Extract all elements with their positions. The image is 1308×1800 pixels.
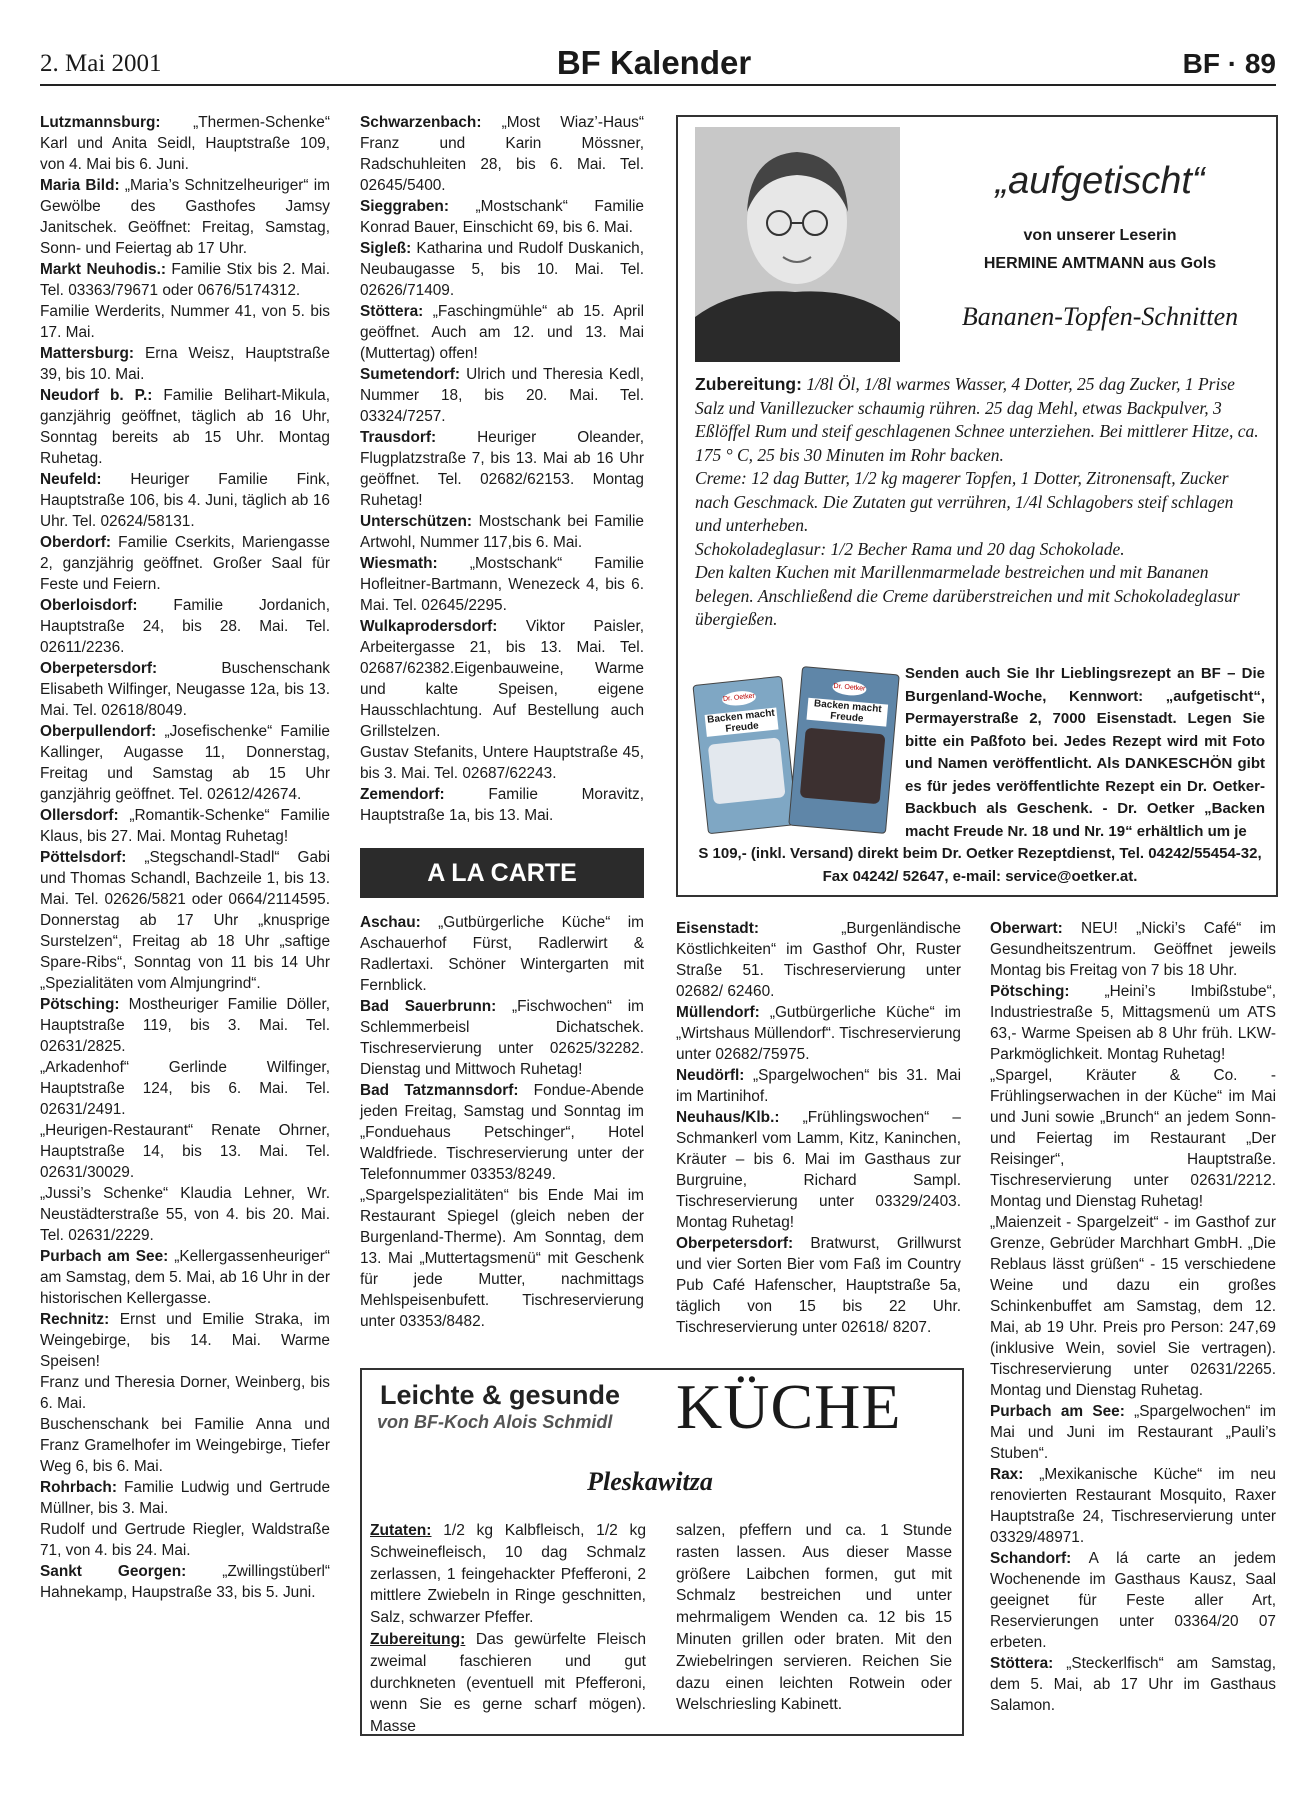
book-2-title: Backen macht Freude — [807, 698, 889, 727]
book-1-title: Backen macht Freude — [705, 707, 779, 736]
reader-from: von unserer Leserin — [1023, 227, 1177, 244]
listing-text: Bratwurst, Grillwurst und vier Sorten Bier vom Faß im Country Pub Café Hafenscher, Hauptstraße 5a, täglich von 15 bis 22 Uhr. Tischreservierung unter 02618/ 8207. — [676, 1235, 961, 1336]
listing-entry — [40, 1477, 330, 1519]
listing-entry — [40, 1372, 330, 1414]
listing-text: A lá carte an jedem Wochenende im Gasthaus Kausz, Saal geeignet für Feste aller Art, Reservierungen unter 03364/20 07 erbeten. — [990, 1550, 1276, 1651]
listing-text: „Maria’s Schnitzelheuriger“ im Gewölbe des Gasthofes Jamsy Janitschek. Geöffnet: Freitag, Samstag, Sonn- und Feiertag ab 17 Uhr. — [40, 177, 330, 257]
alacarte-column-2 — [676, 918, 961, 1338]
listing-text: Familie Jordanich, Hauptstraße 24, bis 28. Mai. Tel. 02611/2236. — [40, 597, 330, 656]
alacarte-column-3 — [990, 918, 1276, 1716]
alacarte-heading: A LA CARTE — [360, 848, 644, 898]
listing-place: Neuhaus/Klb.: — [676, 1109, 780, 1126]
kueche-dish: Pleskawitza — [587, 1467, 713, 1496]
listing-place: Oberdorf: — [40, 534, 111, 551]
kueche-left-text — [370, 1520, 646, 1738]
listing-entry — [40, 1057, 330, 1120]
listing-place: Lutzmannsburg: — [40, 114, 161, 131]
listing-place: Stöttera: — [990, 1655, 1054, 1672]
listing-place: Maria Bild: — [40, 177, 120, 194]
listing-entry — [40, 1309, 330, 1372]
listing-place: Eisenstadt: — [676, 920, 759, 937]
kueche-prep — [370, 1629, 646, 1738]
listing-entry — [40, 469, 330, 532]
oetker-logo-1: Dr. Oetker — [721, 690, 756, 707]
listing-place: Purbach am See: — [990, 1403, 1125, 1420]
listing-entry — [40, 343, 330, 385]
listing-place: Pötsching: — [40, 996, 120, 1013]
listing-place: Bad Sauerbrunn: — [360, 998, 497, 1015]
listing-column-2 — [360, 112, 644, 826]
listing-text: „Heini’s Imbißstube“, Industriestraße 5, Mittagsmenü um ATS 63,- Warme Speisen ab 8 Uhr früh. LKW-Parkmöglichkeit. Montag Ruhetag! — [990, 983, 1276, 1063]
listing-text: Katharina und Rudolf Duskanich, Neubaugasse 5, bis 10. Mai. Tel. 02626/71409. — [360, 240, 644, 299]
listing-entry — [360, 742, 644, 784]
recipe-dish: Bananen-Topfen-Schnitten — [961, 302, 1239, 331]
listing-place: Rax: — [990, 1466, 1024, 1483]
listing-entry — [40, 1183, 330, 1246]
backbook-1 — [692, 676, 797, 835]
listing-text: „Romantik-Schenke“ Familie Klaus, bis 27. Mai. Montag Ruhetag! — [40, 807, 330, 845]
listing-entry — [40, 1120, 330, 1183]
listing-text: „Spargelwochen“ im Mai und Juni im Restaurant „Pauli’s Stuben“. — [990, 1403, 1276, 1462]
recipe-submission-contact: S 109,- (inkl. Versand) direkt beim Dr. Oetker Rezeptdienst, Tel. 04242/55454-32, Fax 04242/ 52647, e-mail: service@oetker.at. — [698, 845, 1262, 885]
oetker-logo-2: Dr. Oetker — [832, 680, 867, 697]
listing-text: „Mostschank“ Familie Hofleitner-Bartmann, Wenezeck 4, bis 6. Mai. Tel. 02645/2295. — [360, 555, 644, 614]
listing-text: „Spargelwochen“ bis 31. Mai im Martinihof. — [676, 1067, 961, 1105]
listing-text: „Jussi’s Schenke“ Klaudia Lehner, Wr. Neustädterstraße 55, von 4. bis 20. Mai. Tel. 02631/2229. — [40, 1185, 330, 1244]
recipe-cream: Creme: 12 dag Butter, 1/2 kg magerer Topfen, 1 Dotter, Zitronensaft, Zucker nach Geschmack. Die Zutaten gut verrühren, 1/4l Schlagobers steif schlagen und unterheben. — [695, 468, 1234, 535]
listing-entry — [40, 658, 330, 721]
listing-text: Familie Stix bis 2. Mai. Tel. 03363/79671 oder 0676/5174312. — [40, 261, 330, 299]
listing-text: „Thermen-Schenke“ Karl und Anita Seidl, Hauptstraße 109, von 4. Mai bis 6. Juni. — [40, 114, 330, 173]
kueche-author: von BF-Koch Alois Schmidl — [377, 1412, 613, 1432]
listing-entry — [360, 427, 644, 511]
reader-credit — [930, 222, 1270, 278]
listing-place: Wulkaprodersdorf: — [360, 618, 498, 635]
listing-entry — [360, 1185, 644, 1332]
listing-entry — [360, 238, 644, 301]
listing-place: Aschau: — [360, 914, 421, 931]
listing-text: „Fischwochen“ im Schlemmerbeisl Dichatschek. Tischreservierung unter 02625/32282. Dienstag und Mittwoch Ruhetag! — [360, 998, 644, 1078]
listing-entry — [40, 1246, 330, 1309]
listing-place: Bad Tatzmannsdorf: — [360, 1082, 519, 1099]
listing-text: Franz und Theresia Dorner, Weinberg, bis 6. Mai. — [40, 1374, 330, 1412]
listing-text: Ulrich und Theresia Kedl, Nummer 18, bis 20. Mai. Tel. 03324/7257. — [360, 366, 644, 425]
listing-text: „Gutbürgerliche Küche“ im Aschauerhof Fürst, Radlerwirt & Radlertaxi. Schöner Wintergarten mit Fernblick. — [360, 914, 644, 994]
listing-entry — [360, 364, 644, 427]
listing-entry — [360, 784, 644, 826]
listing-text: „Zwillingstüberl“ Hahnekamp, Haupstraße 33, bis 5. Juni. — [40, 1563, 330, 1601]
listing-entry — [40, 301, 330, 343]
listing-entry — [40, 1561, 330, 1603]
listing-text: Familie Belihart-Mikula, ganzjährig geöffnet, täglich ab 16 Uhr, Sonntag bereits ab 15 Uhr. Montag Ruhetag. — [40, 387, 330, 467]
kueche-ingredients — [370, 1520, 646, 1629]
listing-entry — [40, 532, 330, 595]
recipe-finish: Den kalten Kuchen mit Marillenmarmelade bestreichen und mit Bananen belegen. Anschließend die Creme darüberstreichen und mit Schokoladeglasur übergießen. — [695, 562, 1240, 629]
kueche-prep-text: Das gewürfelte Fleisch zweimal faschieren und gut durchkneten (eventuell mit Pfefferoni, wenn Sie es gerne scharf mögen). Masse — [370, 1630, 646, 1736]
listing-place: Trausdorf: — [360, 429, 437, 446]
listing-text: „Most Wiaz’-Haus“ Franz und Karin Mössner, Radschuhleiten 28, bis 6. Mai. Tel. 02645/5400. — [360, 114, 644, 194]
listing-entry — [360, 1080, 644, 1185]
listing-text: „Mexikanische Küche“ im neu renovierten Restaurant Mosquito, Raxer Hauptstraße 24, Tischreservierung unter 03329/48971. — [990, 1466, 1276, 1546]
listing-text: Heuriger Familie Fink, Hauptstraße 106, bis 4. Juni, täglich ab 16 Uhr. Tel. 02624/58131. — [40, 471, 330, 530]
recipe-submission-info: Senden auch Sie Ihr Lieblingsrezept an BF – Die Burgenland-Woche, Kennwort: „aufgetischt“, Permayerstraße 2, 7000 Eisenstadt. Legen Sie bitte ein Paßfoto bei. Jedes Rezept wird mit Foto und Namen veröffentlicht. Als DANKESCHÖN gibt es für jedes veröffentlichte Rezept ein Dr. Oetker-Backbuch als Geschenk. - Dr. Oetker „Backen macht Freude Nr. 18 und Nr. 19“ erhältlich um je — [905, 665, 1265, 840]
reader-photo — [695, 127, 900, 362]
listing-place: Purbach am See: — [40, 1248, 169, 1265]
backbook-2 — [788, 666, 900, 834]
listing-text: Mostheuriger Familie Döller, Hauptstraße 119, bis 3. Mai. Tel. 02631/2825. — [40, 996, 330, 1055]
listing-entry — [990, 1548, 1276, 1653]
listing-entry — [990, 1212, 1276, 1401]
reader-name: HERMINE AMTMANN aus Gols — [983, 255, 1217, 272]
listing-entry — [360, 553, 644, 616]
header-rule — [40, 84, 1276, 86]
listing-text: „Kellergassenheuriger“ am Samstag, dem 5. Mai, ab 16 Uhr in der historischen Kellergasse. — [40, 1248, 330, 1307]
listing-entry — [40, 847, 330, 994]
listing-place: Zemendorf: — [360, 786, 445, 803]
issue-date: 2. Mai 2001 — [40, 50, 162, 77]
listing-place: Markt Neuhodis.: — [40, 261, 166, 278]
listing-place: Oberpetersdorf: — [676, 1235, 794, 1252]
cake-image-1 — [708, 737, 786, 804]
listing-entry — [40, 805, 330, 847]
kueche-prep-label: Zubereitung: — [370, 1630, 466, 1648]
listing-place: Sankt Georgen: — [40, 1563, 187, 1580]
listing-entry — [676, 918, 961, 1002]
listing-text: „Gutbürgerliche Küche“ im „Wirtshaus Müllendorf“. Tischreservierung unter 02682/75975. — [676, 1004, 961, 1063]
recipe-prep — [695, 373, 1260, 467]
listing-text: Gustav Stefanits, Untere Hauptstraße 45, bis 3. Mai. Tel. 02687/62243. — [360, 744, 644, 782]
listing-entry — [990, 1065, 1276, 1212]
listing-text: Erna Weisz, Hauptstraße 39, bis 10. Mai. — [40, 345, 330, 383]
listing-place: Wiesmath: — [360, 555, 438, 572]
listing-text: Familie Cserkits, Mariengasse 2, ganzjährig geöffnet. Großer Saal für Feste und Feiern. — [40, 534, 330, 593]
listing-place: Stöttera: — [360, 303, 424, 320]
kueche-right-text: salzen, pfeffern und ca. 1 Stunde rasten lassen. Aus dieser Masse größere Laibchen formen, gut mit Schmalz bestreichen und unter mehrmaligem Wenden ca. 12 bis 15 Minuten grillen oder braten. Mit den Zwiebelringen servieren. Reichen Sie dazu einen leichten Rotwein oder Welschriesling Kabinett. — [676, 1522, 952, 1714]
listing-place: Ollersdorf: — [40, 807, 119, 824]
listing-place: Schwarzenbach: — [360, 114, 482, 131]
listing-entry — [990, 1653, 1276, 1716]
listing-text: „Stegschandl-Stadl“ Gabi und Thomas Schandl, Bachzeile 1, bis 13. Mai. Tel. 02626/5821 oder 0664/2114595. Donnerstag ab 17 Uhr „knusprige Surstelzen“, Freitag ab 18 Uhr „saftige Spare-Ribs“, Sonntag von 11 bis 14 Uhr „Spezialitäten vom Almjungrind“. — [40, 849, 330, 992]
listing-place: Müllendorf: — [676, 1004, 760, 1021]
listing-place: Sigleß: — [360, 240, 412, 257]
listing-entry — [40, 259, 330, 301]
listing-entry — [40, 994, 330, 1057]
listing-text: „Frühlingswochen“ – Schmankerl vom Lamm, Kitz, Kaninchen, Kräuter – bis 6. Mai im Gasthaus zur Burgruine, Richard Sampl. Tischreservierung unter 03329/2403. Montag Ruhetag! — [676, 1109, 961, 1231]
kueche-title-big: KÜCHE — [676, 1371, 902, 1442]
alacarte-column-1 — [360, 912, 644, 1332]
listing-text: Buschenschank bei Familie Anna und Franz Gramelhofer im Weingebirge, Tiefer Weg 6, bis 6. Mai. — [40, 1416, 330, 1475]
listing-entry — [676, 1002, 961, 1065]
recipe-prep-label: Zubereitung: — [695, 374, 802, 394]
recipe-prep-text: 1/8l Öl, 1/8l warmes Wasser, 4 Dotter, 25 dag Zucker, 1 Prise Salz und Vanillezucker schaumig rühren. 25 dag Mehl, etwas Backpulver, 3 Eßlöffel Rum und steif geschlagenen Schnee unterziehen. Bei mittlerer Hitze, ca. 175 ° C, 25 bis 30 Minuten im Rohr backen. — [695, 374, 1259, 465]
listing-text: Mostschank bei Familie Artwohl, Nummer 117,bis 6. Mai. — [360, 513, 644, 551]
listing-entry — [990, 981, 1276, 1065]
listing-text: „Burgenländische Köstlichkeiten“ im Gasthof Ohr, Ruster Straße 51. Tischreservierung unter 02682/ 62460. — [676, 920, 961, 1000]
listing-column-1 — [40, 112, 330, 1603]
recipe-body — [695, 373, 1260, 632]
listing-entry — [360, 996, 644, 1080]
listing-entry — [360, 196, 644, 238]
listing-place: Rechnitz: — [40, 1311, 110, 1328]
listing-entry — [360, 511, 644, 553]
listing-text: „Heurigen-Restaurant“ Renate Ohrner, Hauptstraße 14, bis 13. Mai. Tel. 02631/30029. — [40, 1122, 330, 1181]
section-title: BF Kalender — [556, 44, 752, 81]
listing-place: Oberloisdorf: — [40, 597, 138, 614]
listing-text: „Arkadenhof“ Gerlinde Wilfinger, Hauptstraße 124, bis 6. Mai. Tel. 02631/2491. — [40, 1059, 330, 1118]
listing-place: Schandorf: — [990, 1550, 1072, 1567]
listing-entry — [40, 385, 330, 469]
listing-place: Sumetendorf: — [360, 366, 461, 383]
listing-place: Mattersburg: — [40, 345, 135, 362]
listing-text: „Faschingmühle“ ab 15. April geöffnet. Auch am 12. und 13. Mai (Muttertag) offen! — [360, 303, 644, 362]
listing-place: Oberpetersdorf: — [40, 660, 158, 677]
listing-entry — [676, 1107, 961, 1233]
listing-text: Rudolf und Gertrude Riegler, Waldstraße 71, von 4. bis 24. Mai. — [40, 1521, 330, 1559]
listing-entry — [990, 1401, 1276, 1464]
listing-place: Neudorf b. P.: — [40, 387, 153, 404]
listing-text: NEU! „Nicki’s Café“ im Gesundheitszentrum. Geöffnet jeweils Montag bis Freitag von 7 bis 18 Uhr. — [990, 920, 1276, 979]
listing-place: Unterschützen: — [360, 513, 473, 530]
listing-text: Familie Ludwig und Gertrude Müllner, bis 3. Mai. — [40, 1479, 330, 1517]
listing-place: Neufeld: — [40, 471, 102, 488]
listing-text: „Mostschank“ Familie Konrad Bauer, Einschicht 69, bis 6. Mai. — [360, 198, 644, 236]
listing-text: Fondue-Abende jeden Freitag, Samstag und Sonntag im „Fonduehaus Petschinger“, Hotel Waldfriede. Tischreservierung unter der Telefonnummer 03353/8249. — [360, 1082, 644, 1183]
listing-entry — [40, 112, 330, 175]
listing-place: Rohrbach: — [40, 1479, 117, 1496]
kueche-ing-text: 1/2 kg Kalbfleisch, 1/2 kg Schweinefleisch, 10 dag Schmalz zerlassen, 1 feingehackter Pfefferoni, 2 mittlere Zwiebeln in Ringe geschnitten, Salz, schwarzer Pfeffer. — [370, 1522, 646, 1627]
listing-entry — [360, 112, 644, 196]
listing-place: Sieggraben: — [360, 198, 449, 215]
listing-place: Pötsching: — [990, 983, 1070, 1000]
kueche-ing-label: Zutaten: — [370, 1522, 432, 1539]
listing-text: Viktor Paisler, Arbeitergasse 21, bis 13. Mai. Tel. 02687/62382.Eigenbauweine, Warme und kalte Speisen, eigene Hausschlachtung. Auf Bestellung auch Grillstelzen. — [360, 618, 644, 740]
listing-entry — [990, 918, 1276, 981]
listing-text: „Josefischenke“ Familie Kallinger, Augasse 11, Donnerstag, Freitag und Samstag ab 15 Uhr ganzjährig geöffnet. Tel. 02612/42674. — [40, 723, 330, 803]
listing-entry — [40, 721, 330, 805]
listing-entry — [40, 1414, 330, 1477]
listing-entry — [40, 175, 330, 259]
listing-entry — [990, 1464, 1276, 1548]
listing-entry — [676, 1233, 961, 1338]
listing-entry — [360, 616, 644, 742]
listing-entry — [676, 1065, 961, 1107]
listing-text: Buschenschank Elisabeth Wilfinger, Neugasse 12a, bis 13. Mai. Tel. 02618/8049. — [40, 660, 330, 719]
listing-text: „Steckerlfisch“ am Samstag, dem 5. Mai, ab 17 Uhr im Gasthaus Salamon. — [990, 1655, 1276, 1714]
listing-text: „Spargel, Kräuter & Co. - Frühlingserwachen in der Küche“ im Mai und Juni sowie „Brunch“ an jedem Sonn- und Feiertag im Restaurant „Der Reisinger“, Hauptstraße. Tischreservierung unter 02631/2212. Montag und Dienstag Ruhetag! — [990, 1067, 1276, 1210]
listing-place: Oberwart: — [990, 920, 1063, 937]
listing-text: Heuriger Oleander, Flugplatzstraße 7, bis 13. Mai ab 16 Uhr geöffnet. Tel. 02682/62153. Montag Ruhetag! — [360, 429, 644, 509]
listing-entry — [40, 1519, 330, 1561]
listing-place: Oberpullendorf: — [40, 723, 157, 740]
listing-text: Ernst und Emilie Straka, im Weingebirge, bis 14. Mai. Warme Speisen! — [40, 1311, 330, 1370]
listing-entry — [40, 595, 330, 658]
listing-place: Neudörfl: — [676, 1067, 745, 1084]
listing-text: „Spargelspezialitäten“ bis Ende Mai im Restaurant Spiegel (gleich neben der Burgenland-Therme). Am Sonntag, dem 13. Mai „Muttertagsmenü“ mit Geschenk für jede Mutter, nachmittags Mehlspeisenbufett. Tischreservierung unter 03353/8482. — [360, 1187, 644, 1330]
cake-image-2 — [800, 728, 886, 805]
listing-place: Pöttelsdorf: — [40, 849, 127, 866]
kueche-title-line1: Leichte & gesunde — [380, 1380, 621, 1410]
listing-text: Familie Moravitz, Hauptstraße 1a, bis 13. Mai. — [360, 786, 644, 824]
listing-entry — [360, 912, 644, 996]
listing-text: „Maienzeit - Spargelzeit“ - im Gasthof zur Grenze, Gebrüder Marchhart GmbH. „Die Reblaus lässt grüßen“ - 15 verschiedene Weine und dazu ein großes Schinkenbuffet am Samstag, dem 12. Mai, ab 19 Uhr. Preis pro Person: 247,69 (inklusive Wein, soviel Sie vertragen). Tischreservierung unter 02631/2265. Montag und Dienstag Ruhetag. — [990, 1214, 1276, 1399]
page-number: BF · 89 — [1182, 48, 1276, 79]
listing-text: Familie Werderits, Nummer 41, von 5. bis 17. Mai. — [40, 303, 330, 341]
recipe-title: „aufgetischt“ — [995, 160, 1205, 202]
recipe-glaze: Schokoladeglasur: 1/2 Becher Rama und 20 dag Schokolade. — [695, 538, 1125, 559]
listing-entry — [360, 301, 644, 364]
